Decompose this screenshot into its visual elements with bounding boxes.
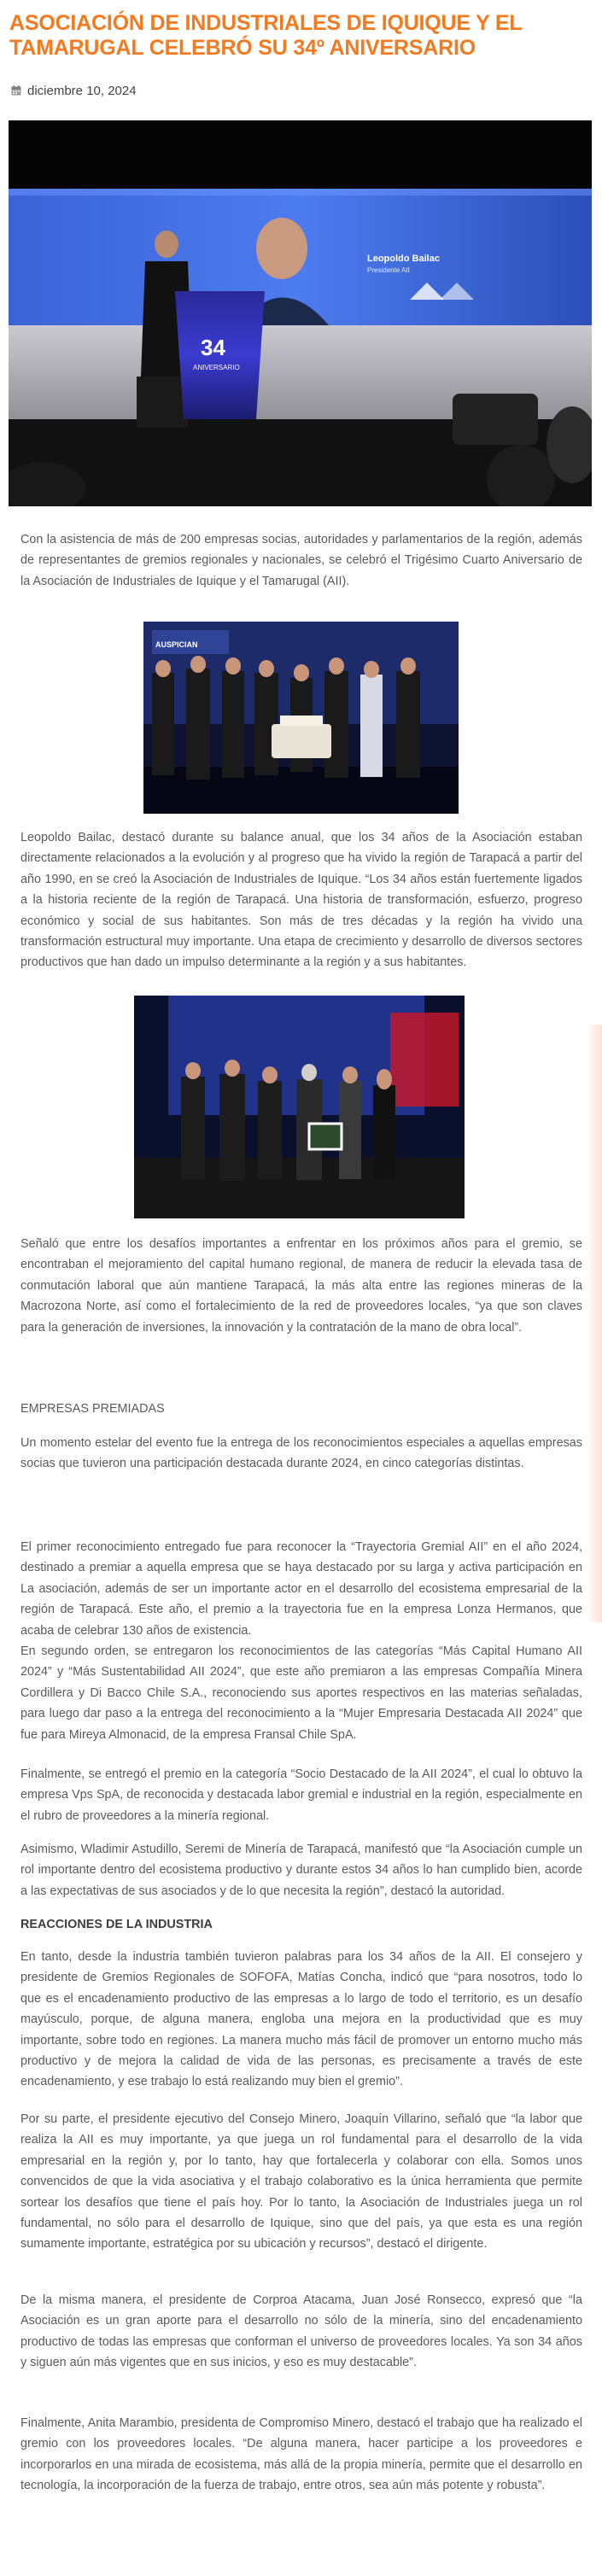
- paragraph-11: De la misma manera, el presidente de Corproa Atacama, Juan José Ronsecco, expresó que “la Asociación es un gran aporte para el desarrollo no sólo de la minería, sino del encadenamiento productivo de todas las empresas que conforman el universo de proveedores locales. Ya son 34 años y siguen aún más vigentes que en sus inicios, y eso es muy destacable”.: [20, 2293, 582, 2370]
- paragraph-1: Con la asistencia de más de 200 empresas socias, autoridades y parlamentarios de la región, además de representantes de gremios regionales y nacionales, se celebró el Trigésimo Cuarto Aniversario de la Asociación de Industriales de Iquique y el Tamarugal (AII).: [20, 533, 582, 588]
- paragraph-8: Asimismo, Wladimir Astudillo, Seremi de Minería de Tarapacá, manifestó que “la Asociación cumple un rol importante dentro del ecosistema productivo y durante estos 34 años lo han cumplido bien, acorde a las expectativas de sus asociados y de lo que necesita la región”, destacó la autoridad.: [20, 1843, 582, 1898]
- group-photo-cake: [143, 622, 459, 814]
- paragraph-3: Señaló que entre los desafíos importantes a enfrentar en los próximos años para el gremio, se encontraban el mejoramiento del capital humano regional, de manera de reducir la elevada tasa de conmutación laboral que aún mantiene Tarapacá, la más alta entre las regiones mineras de la Macrozona Norte, así como el fortalecimiento de la red de proveedores locales, “ya que son claves para la generación de inversiones, la innovación y la contratación de la mano de obra local”.: [20, 1237, 582, 1335]
- screen-name: Leopoldo Bailac: [367, 254, 440, 264]
- heading-reacciones: REACCIONES DE LA INDUSTRIA: [20, 1918, 213, 1931]
- paragraph-9: En tanto, desde la industria también tuvieron palabras para los 34 años de la AII. El consejero y presidente de Gremios Regionales de SOFOFA, Matías Concha, indicó que “para nosotros, todo lo que es el encadenamiento productivo de las empresas a lo largo de todo el territorio, es un desafío mayúsculo, porque, de alguna manera, engloba una mejora en la productividad que es muy importante, sobre todo en regiones. La manera mucho más fácil de promover un entorno mucho más productivo y de mejora la calidad de vida de las personas, es precisamente a través de este encadenamiento, y ese trabajo lo está realizando muy bien el gremio”.: [20, 1950, 582, 2089]
- article-date: [11, 82, 137, 99]
- paragraph-5: El primer reconocimiento entregado fue para reconocer la “Trayectoria Gremial AII” en el año 2024, destinado a premiar a aquella empresa que se haya destacado por su larga y activa participación en La asociación, además de ser un importante actor en el desarrollo del ecosistema empresarial de la región de Tarapacá. Este año, el premio a la trayectoria fue en la empresa Lonza Hermanos, que acaba de celebrar 130 años de existencia.: [20, 1540, 582, 1638]
- award-photo: [134, 996, 465, 1218]
- podium-word: ANIVERSARIO: [193, 364, 240, 371]
- article-title: ASOCIACIÓN DE INDUSTRIALES DE IQUIQUE Y EL TAMARUGAL CELEBRÓ SU 34º ANIVERSARIO: [9, 11, 523, 60]
- hero-image: [9, 120, 592, 506]
- banner-word: AUSPICIAN: [155, 640, 198, 649]
- podium-number: 34: [201, 335, 225, 360]
- calendar-icon: [11, 85, 21, 96]
- paragraph-2: Leopoldo Bailac, destacó durante su balance anual, que los 34 años de la Asociación estaban directamente relacionados a la evolución y al progreso que ha vivido la región de Tarapacá a partir del año 1990, en se creó la Asociación de Industriales de Iquique. “Los 34 años están fuertemente ligados a la historia reciente de la región de Tarapacá. Una historia de transformación, esfuerzo, progreso económico y social de sus habitantes. Son más de tres décadas y la región ha vivido una transformación estructural muy importante. Una etapa de crecimiento y desarrollo de diversos sectores productivos que han dado un impulso determinante a la región y a sus habitantes.: [20, 831, 582, 970]
- edge-glow: [587, 1025, 602, 1622]
- paragraph-7: Finalmente, se entregó el premio en la categoría “Socio Destacado de la AII 2024”, el cual lo obtuvo la empresa Vps SpA, de reconocida y destacada labor gremial e industrial en la región, especialmente en el rubro de proveedores a la minería regional.: [20, 1767, 582, 1823]
- screen-role: Presidente AII: [367, 266, 410, 274]
- paragraph-4: Un momento estelar del evento fue la entrega de los reconocimientos especiales a aquellas empresas socias que tuvieron una participación destacada durante 2024, en cinco categorías distintas.: [20, 1436, 582, 1471]
- paragraph-6: En segundo orden, se entregaron los reconocimientos de las categorías “Más Capital Humano AII 2024” y “Más Sustentabilidad AII 2024”, que este año premiaron a las empresas Compañía Minera Cordillera y Di Bacco Chile S.A., reconociendo sus aportes respectivos en las materias señaladas, para luego dar paso a la entrega del reconocimiento a la “Mujer Empresaria Destacada AII 2024” que fue para Mireya Almonacid, de la empresa Fransal Chile SpA.: [20, 1644, 582, 1742]
- date-text: diciembre 10, 2024: [27, 83, 137, 98]
- heading-empresas-premiadas: EMPRESAS PREMIADAS: [20, 1402, 165, 1416]
- paragraph-10: Por su parte, el presidente ejecutivo del Consejo Minero, Joaquín Villarino, señaló que “la labor que realiza la AII es muy importante, ya que juega un rol fundamental para el desarrollo de la vida empresarial en la región y, por lo tanto, hay que fortalecerla y colaborar con ella. Somos unos convencidos de que la vida asociativa y el trabajo colaborativo es la única herramienta que permite sortear los desafíos que tiene el país hoy. Por lo tanto, la Asociación de Industriales juega un rol fundamental, no sólo para el desarrollo de Iquique, sino que del país, ya que esta es una región sumamente importante, estratégica por su ubicación y recursos”, destacó el dirigente.: [20, 2112, 582, 2252]
- paragraph-12: Finalmente, Anita Marambio, presidenta de Compromiso Minero, destacó el trabajo que ha realizado el gremio con los proveedores locales. “De alguna manera, hacer participe a los proveedores e incorporarlos en una mirada de ecosistema, más allá de la propia minería, permite que el desarrollo en tecnología, la incorporación de la fuerza de trabajo, entre otros, sea aún más potente y robusta”.: [20, 2416, 582, 2493]
